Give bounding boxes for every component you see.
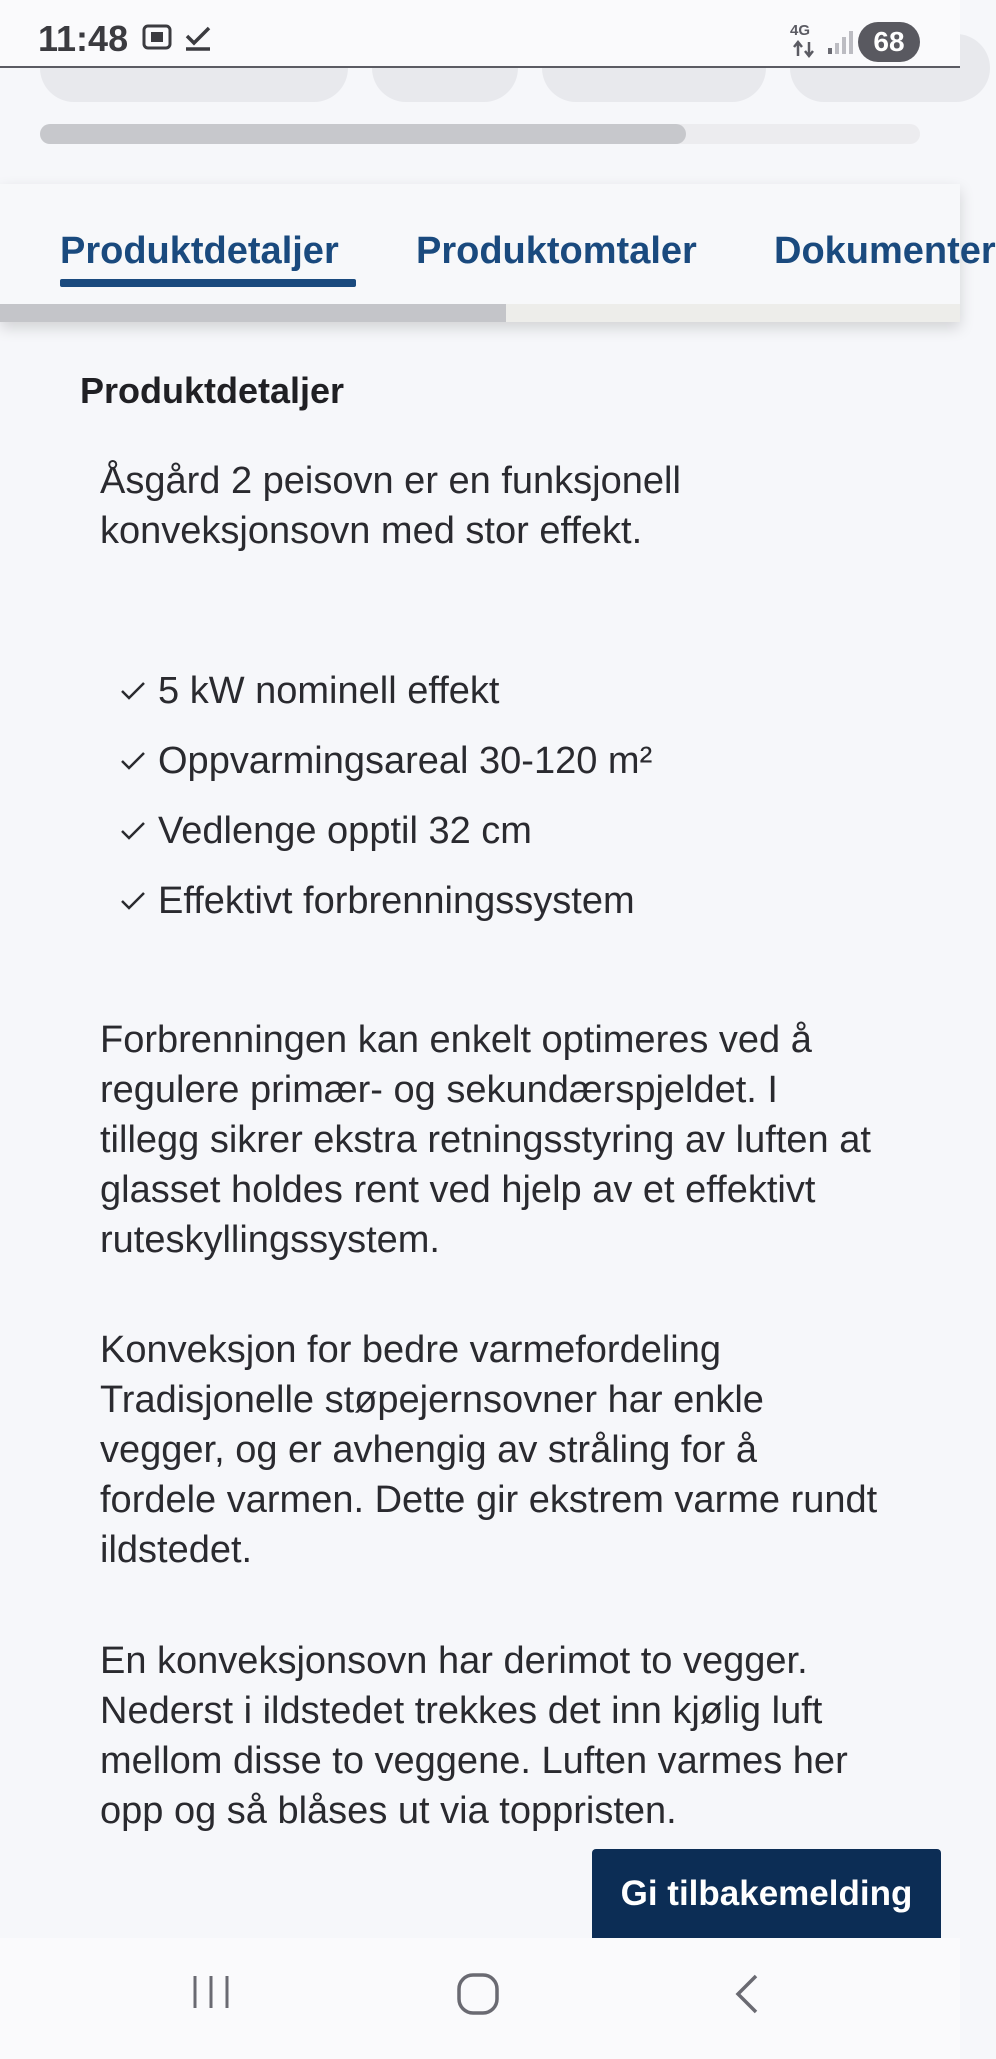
signal-icon (826, 28, 854, 56)
status-time: 11:48 (38, 18, 129, 59)
feature-text: Effektivt forbrenningssystem (158, 880, 635, 922)
check-icon (120, 820, 146, 842)
back-icon[interactable] (730, 1972, 762, 2016)
active-tab-indicator (60, 279, 356, 287)
scrollbar-thumb[interactable] (40, 124, 686, 144)
check-notification-icon (184, 24, 212, 52)
horizontal-scrollbar[interactable] (40, 124, 920, 144)
battery-indicator: 68 (858, 22, 920, 62)
feature-text: Vedlenge opptil 32 cm (158, 810, 532, 852)
tab-produktdetaljer[interactable]: Produktdetaljer (60, 230, 339, 272)
recent-apps-icon[interactable] (190, 1972, 232, 2012)
intro-text: Åsgård 2 peisovn er en funksjonell konveksjonsovn med stor effekt. (100, 460, 681, 552)
tab-dokumenter[interactable]: Dokumenter (774, 230, 996, 272)
check-icon (120, 680, 146, 702)
data-transfer-icon (792, 40, 816, 58)
navigation-bar (0, 1938, 960, 2059)
tab-scroll-thumb[interactable] (0, 304, 506, 322)
feature-text: 5 kW nominell effekt (158, 670, 500, 712)
description-paragraph: Konveksjon for bedre varmefordeling Tradisjonelle støpejernsovner har enkle vegger, og er avhengig av stråling for å fordele varmen. Dette gir ekstrem varme rundt ildstedet. (100, 1329, 878, 1571)
tab-produktomtaler[interactable]: Produktomtaler (416, 230, 697, 272)
feedback-button[interactable]: Gi tilbakemelding (592, 1849, 941, 1939)
check-icon (120, 890, 146, 912)
status-bar (0, 0, 960, 68)
network-type-label: 4G (790, 22, 811, 39)
screenshot-icon (142, 24, 172, 50)
tab-bar (0, 184, 996, 322)
section-title: Produktdetaljer (80, 370, 345, 411)
description-paragraph: Forbrenningen kan enkelt optimeres ved å regulere primær- og sekundærspjeldet. I tillegg sikrer ekstra retningsstyring av luften at glasset holdes rent ved hjelp av et effektivt ruteskyllingssystem. (100, 1019, 871, 1261)
home-icon[interactable] (456, 1972, 500, 2016)
feature-text: Oppvarmingsareal 30-120 m² (158, 740, 653, 782)
check-icon (120, 750, 146, 772)
description-paragraph: En konveksjonsovn har derimot to vegger. Nederst i ildstedet trekkes det inn kjølig luft mellom disse to veggene. Luften varmes her opp og så blåses ut via toppristen. (100, 1640, 848, 1832)
filter-chips-row (0, 68, 960, 102)
